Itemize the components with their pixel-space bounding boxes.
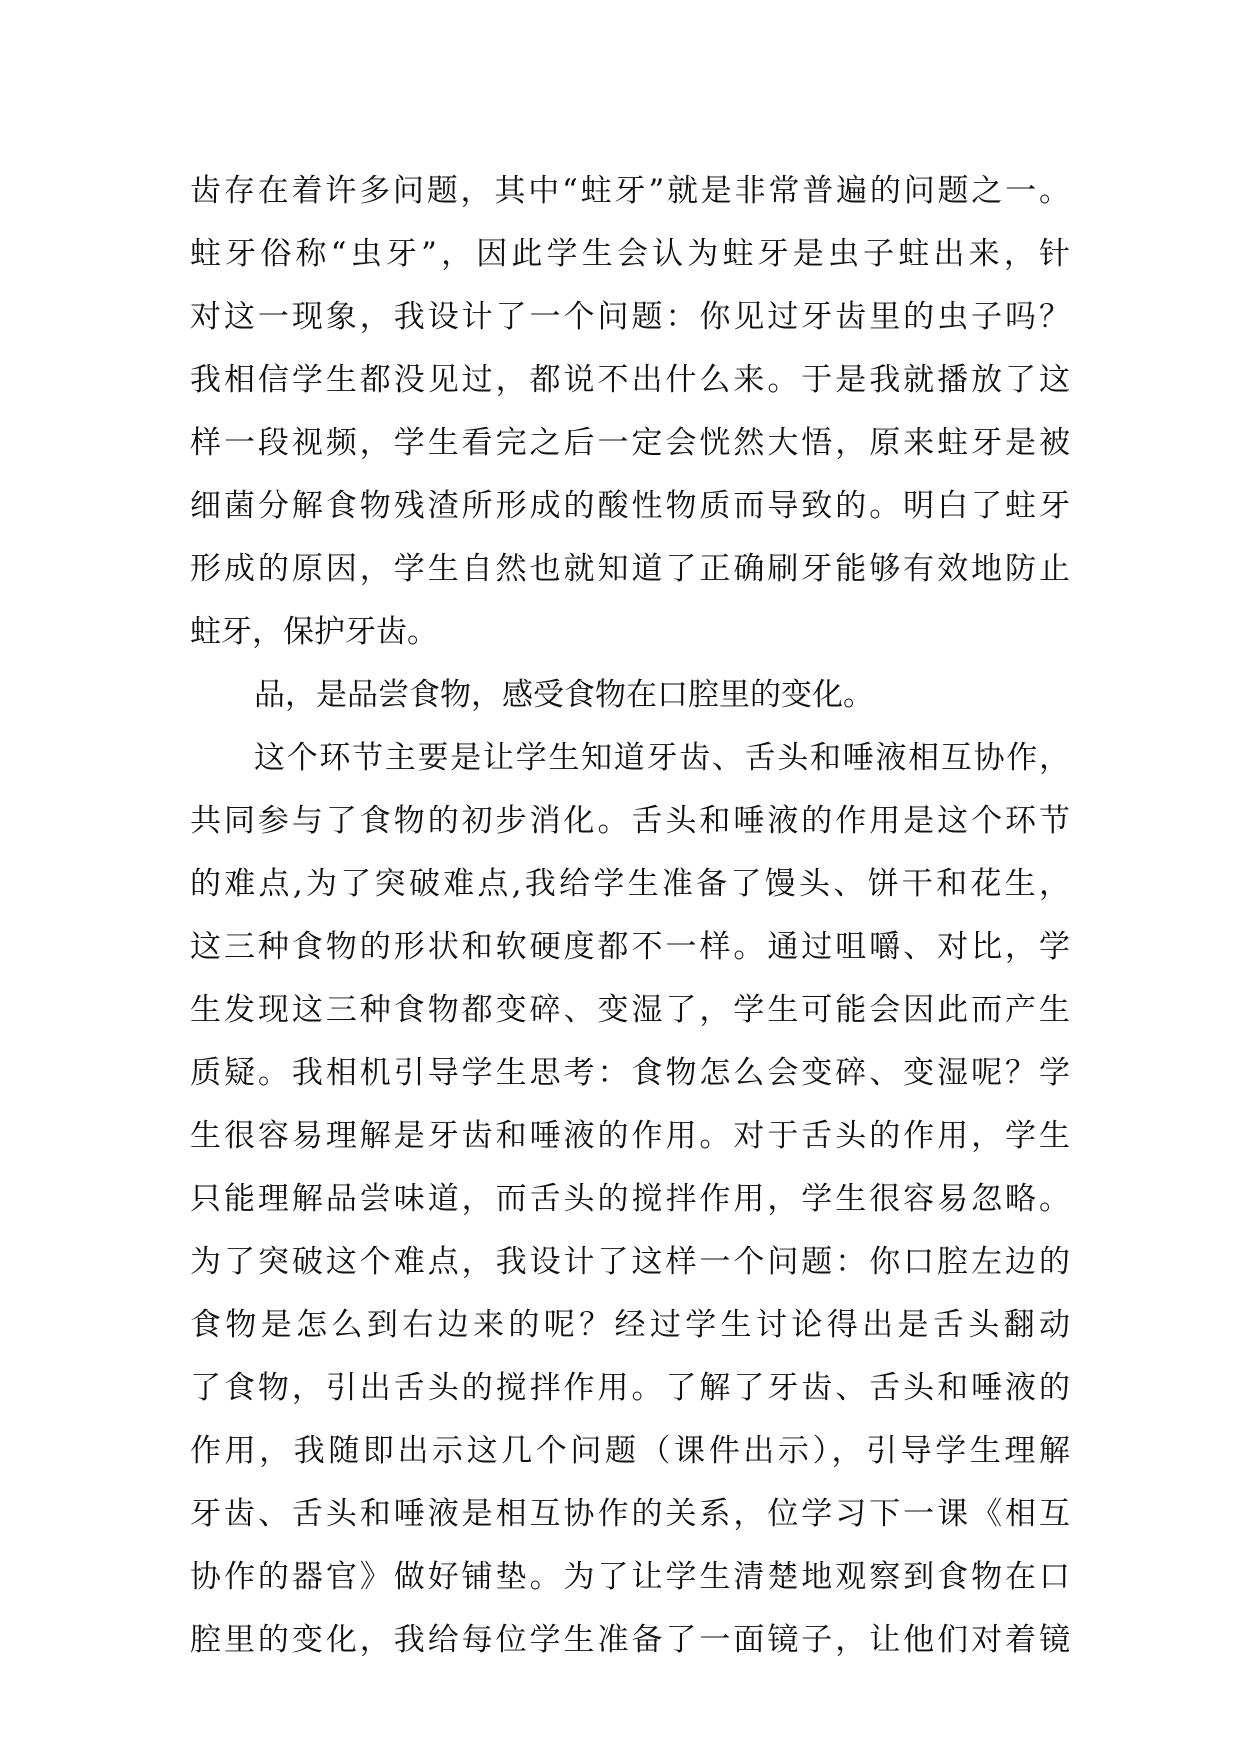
text-line: 的难点,为了突破难点,我给学生准备了馒头、饼干和花生， — [190, 866, 1070, 902]
text-line: 样一段视频，学生看完之后一定会恍然大悟，原来蛀牙是被 — [190, 425, 1070, 461]
document-body — [190, 160, 1070, 1672]
text-line: 协作的器官》做好铺垫。为了让学生清楚地观察到食物在口 — [190, 1559, 1070, 1595]
text-line: 腔里的变化，我给每位学生准备了一面镜子，让他们对着镜 — [190, 1622, 1070, 1658]
text-line: 这个环节主要是让学生知道牙齿、舌头和唾液相互协作， — [254, 740, 1070, 776]
text-line: 对这一现象，我设计了一个问题：你见过牙齿里的虫子吗？ — [190, 299, 1070, 335]
text-line: 生发现这三种食物都变碎、变湿了，学生可能会因此而产生 — [190, 992, 1070, 1028]
text-line: 蛀牙俗称“虫牙”，因此学生会认为蛀牙是虫子蛀出来，针 — [190, 236, 1070, 272]
text-line: 共同参与了食物的初步消化。舌头和唾液的作用是这个环节 — [190, 803, 1070, 839]
text-line: 只能理解品尝味道，而舌头的搅拌作用，学生很容易忽略。 — [190, 1181, 1070, 1217]
text-line: 齿存在着许多问题，其中“蛀牙”就是非常普遍的问题之一。 — [190, 173, 1070, 209]
text-line: 我相信学生都没见过，都说不出什么来。于是我就播放了这 — [190, 362, 1070, 398]
text-line: 质疑。我相机引导学生思考：食物怎么会变碎、变湿呢？学 — [190, 1055, 1070, 1091]
text-line: 了食物，引出舌头的搅拌作用。了解了牙齿、舌头和唾液的 — [190, 1370, 1070, 1406]
text-line: 食物是怎么到右边来的呢？经过学生讨论得出是舌头翻动 — [190, 1307, 1070, 1343]
text-line: 品，是品尝食物，感受食物在口腔里的变化。 — [254, 677, 874, 713]
text-line: 细菌分解食物残渣所形成的酸性物质而导致的。明白了蛀牙 — [190, 488, 1070, 524]
text-line: 为了突破这个难点，我设计了这样一个问题：你口腔左边的 — [190, 1244, 1070, 1280]
text-line: 作用，我随即出示这几个问题（课件出示），引导学生理解 — [190, 1433, 1070, 1469]
text-line: 形成的原因，学生自然也就知道了正确刷牙能够有效地防止 — [190, 551, 1070, 587]
text-line: 这三种食物的形状和软硬度都不一样。通过咀嚼、对比，学 — [190, 929, 1070, 965]
text-line: 生很容易理解是牙齿和唾液的作用。对于舌头的作用，学生 — [190, 1118, 1070, 1154]
text-line: 蛀牙，保护牙齿。 — [190, 614, 438, 650]
text-line: 牙齿、舌头和唾液是相互协作的关系，位学习下一课《相互 — [190, 1496, 1070, 1532]
